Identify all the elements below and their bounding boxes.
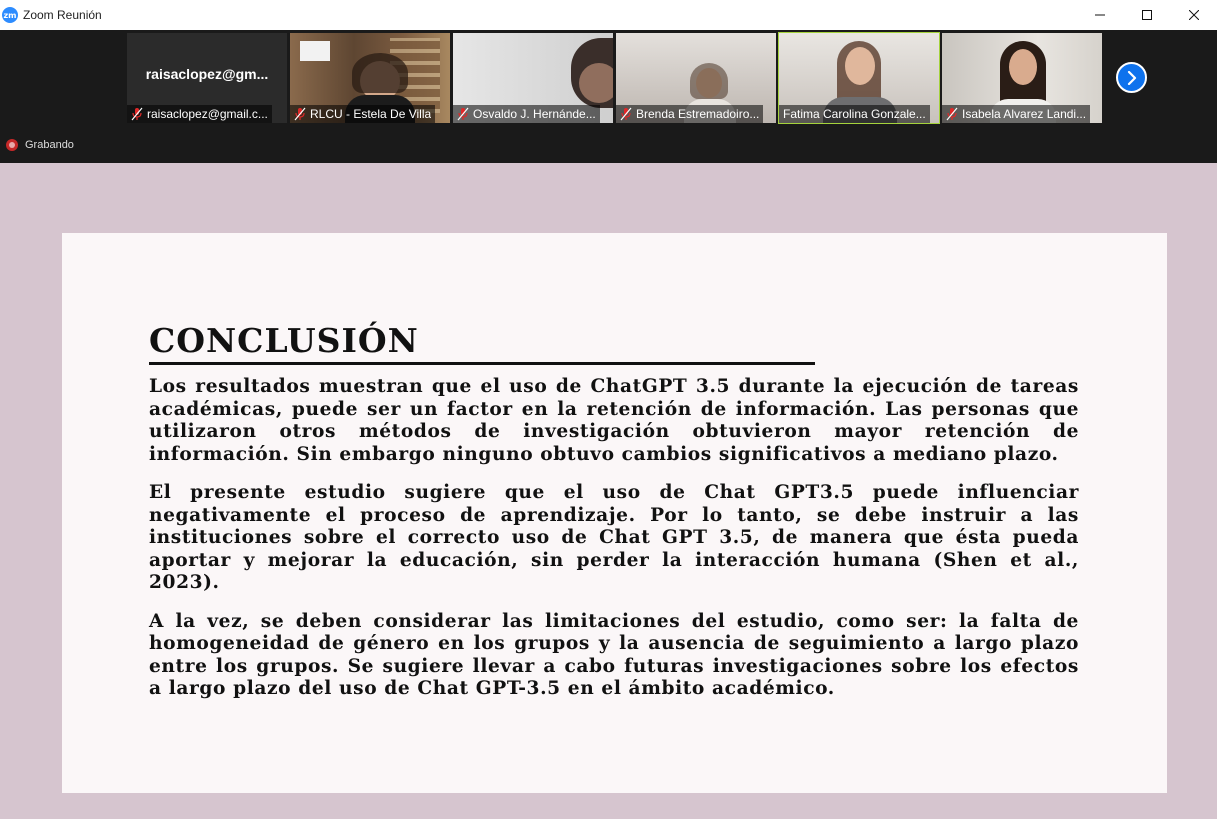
- slide-body: [149, 376, 1079, 717]
- chevron-right-icon: [1126, 71, 1138, 85]
- title-underline: [149, 362, 815, 365]
- mic-muted-icon: [619, 107, 633, 121]
- zoom-logo-icon: zm: [2, 7, 18, 23]
- close-icon: [1189, 10, 1199, 20]
- close-button[interactable]: [1170, 0, 1217, 30]
- participant-name-bar: [453, 105, 600, 123]
- participant-tile[interactable]: [942, 33, 1102, 123]
- participant-name: Isabela Alvarez Landi...: [962, 107, 1087, 121]
- shared-slide: [62, 233, 1167, 793]
- participant-name: Osvaldo J. Hernánde...: [473, 107, 596, 121]
- participant-name-bar: [127, 105, 272, 123]
- window-titlebar: [0, 0, 1217, 30]
- recording-label: Grabando: [25, 139, 74, 151]
- slide-title: CONCLUSIÓN: [149, 321, 419, 360]
- participant-name-bar: [616, 105, 763, 123]
- video-strip: [0, 30, 1217, 163]
- mic-muted-icon: [456, 107, 470, 121]
- mic-muted-icon: [293, 107, 307, 121]
- mic-muted-icon: [945, 107, 959, 121]
- participant-tile-active-speaker[interactable]: [779, 33, 939, 123]
- participant-name: Fatima Carolina Gonzale...: [783, 107, 926, 121]
- recording-indicator[interactable]: [6, 139, 74, 151]
- recording-dot-icon: [6, 139, 18, 151]
- window-controls: [1076, 0, 1217, 30]
- participant-name: RLCU - Estela De Villa: [310, 107, 432, 121]
- slide-paragraph: El presente estudio sugiere que el uso de Chat GPT3.5 puede influenciar negativamente el proceso de aprendizaje. Por lo tanto, se debe instruir a las instituciones sobre el correcto uso de Chat GPT 3.5, de manera que ésta pueda aportar y mejorar la educación, sin perder la interacción humana (Shen et al., 2023).: [149, 482, 1079, 593]
- next-participants-button[interactable]: [1116, 62, 1147, 93]
- participant-big-name: raisaclopez@gm...: [145, 66, 269, 82]
- participant-name-bar: [290, 105, 435, 123]
- participant-tile[interactable]: [127, 33, 287, 123]
- slide-paragraph: A la vez, se deben considerar las limitaciones del estudio, como ser: la falta de homogeneidad de género en los grupos y la ausencia de seguimiento a largo plazo entre los grupos. Se sugiere llevar a cabo futuras investigaciones sobre los efectos a largo plazo del uso de Chat GPT-3.5 en el ámbito académico.: [149, 610, 1079, 699]
- minimize-button[interactable]: [1076, 0, 1123, 30]
- participant-name-bar: [779, 105, 930, 123]
- participant-name-bar: [942, 105, 1090, 123]
- minimize-icon: [1095, 10, 1105, 20]
- participant-name: raisaclopez@gmail.c...: [147, 107, 268, 121]
- slide-paragraph: Los resultados muestran que el uso de ChatGPT 3.5 durante la ejecución de tareas académicas, puede ser un factor en la retención de información. Las personas que utilizaron otros métodos de investigación obtuvieron mayor retención de información. Sin embargo ninguno obtuvo cambios significativos a mediano plazo.: [149, 376, 1079, 465]
- participant-tile[interactable]: [290, 33, 450, 123]
- app-title: Zoom Reunión: [23, 8, 102, 22]
- participant-name: Brenda Estremadoiro...: [636, 107, 760, 121]
- participant-tile[interactable]: [616, 33, 776, 123]
- maximize-icon: [1142, 10, 1152, 20]
- maximize-button[interactable]: [1123, 0, 1170, 30]
- participant-tile[interactable]: [453, 33, 613, 123]
- mic-muted-icon: [130, 107, 144, 121]
